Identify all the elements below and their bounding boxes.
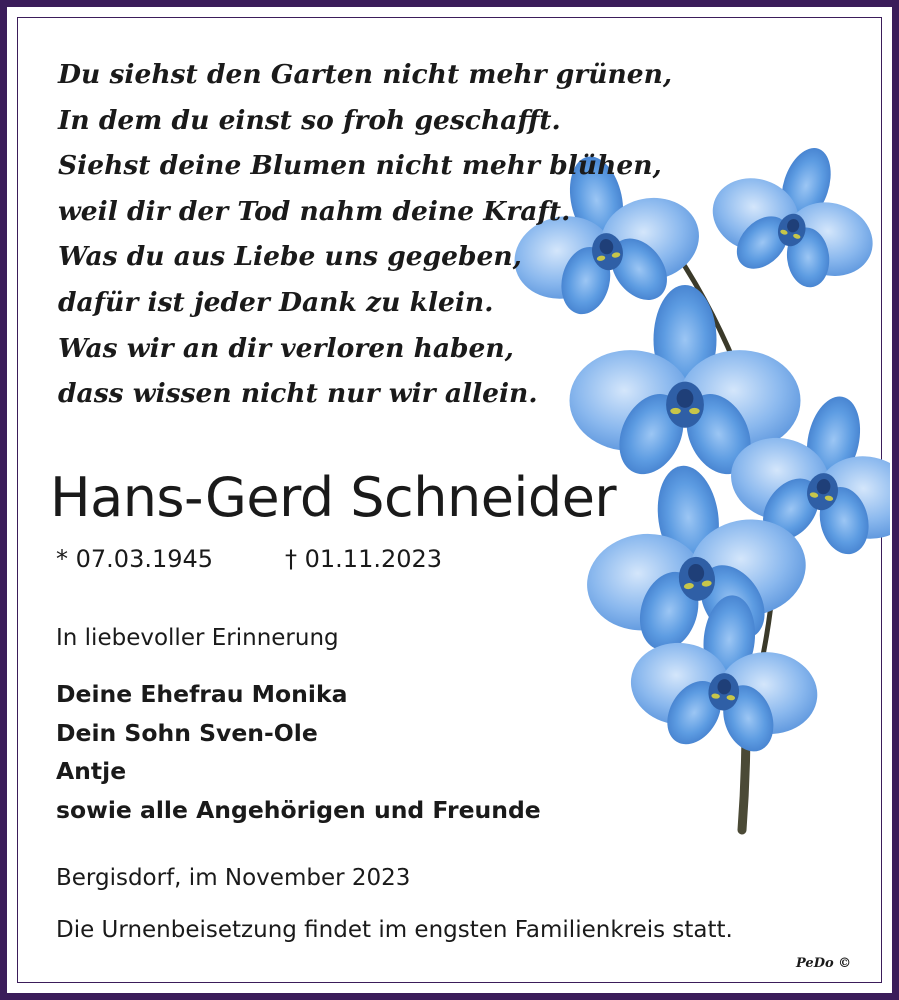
- poem-line: dafür ist jeder Dank zu klein.: [58, 286, 494, 318]
- mourner-line: Deine Ehefrau Monika: [56, 680, 348, 708]
- poem-line: Siehst deine Blumen nicht mehr blühen,: [58, 150, 662, 182]
- poem-line: dass wissen nicht nur wir allein.: [58, 378, 538, 410]
- poem-line: Was wir an dir verloren haben,: [58, 332, 514, 364]
- mourners-list: [56, 675, 541, 829]
- remembrance-text: In liebevoller Erinnerung: [56, 625, 339, 651]
- memorial-poem: [58, 52, 672, 417]
- deceased-name: Hans-Gerd Schneider: [50, 466, 617, 529]
- death-date: † 01.11.2023: [285, 545, 443, 573]
- mourner-line: Dein Sohn Sven-Ole: [56, 718, 318, 747]
- birth-date: * 07.03.1945: [56, 545, 214, 573]
- mourner-line: Antje: [56, 757, 127, 785]
- poem-line: Was du aus Liebe uns gegeben,: [58, 241, 522, 273]
- burial-note: Die Urnenbeisetzung findet im engsten Familienkreis statt.: [56, 917, 733, 943]
- place-and-date: Bergisdorf, im November 2023: [56, 865, 411, 891]
- poem-line: In dem du einst so froh geschafft.: [58, 104, 561, 136]
- designer-signature: PeDo ©: [796, 956, 852, 971]
- poem-line: weil dir der Tod nahm deine Kraft.: [58, 195, 571, 227]
- poem-line: Du siehst den Garten nicht mehr grünen,: [58, 59, 673, 90]
- mourner-line: sowie alle Angehörigen und Freunde: [56, 795, 541, 824]
